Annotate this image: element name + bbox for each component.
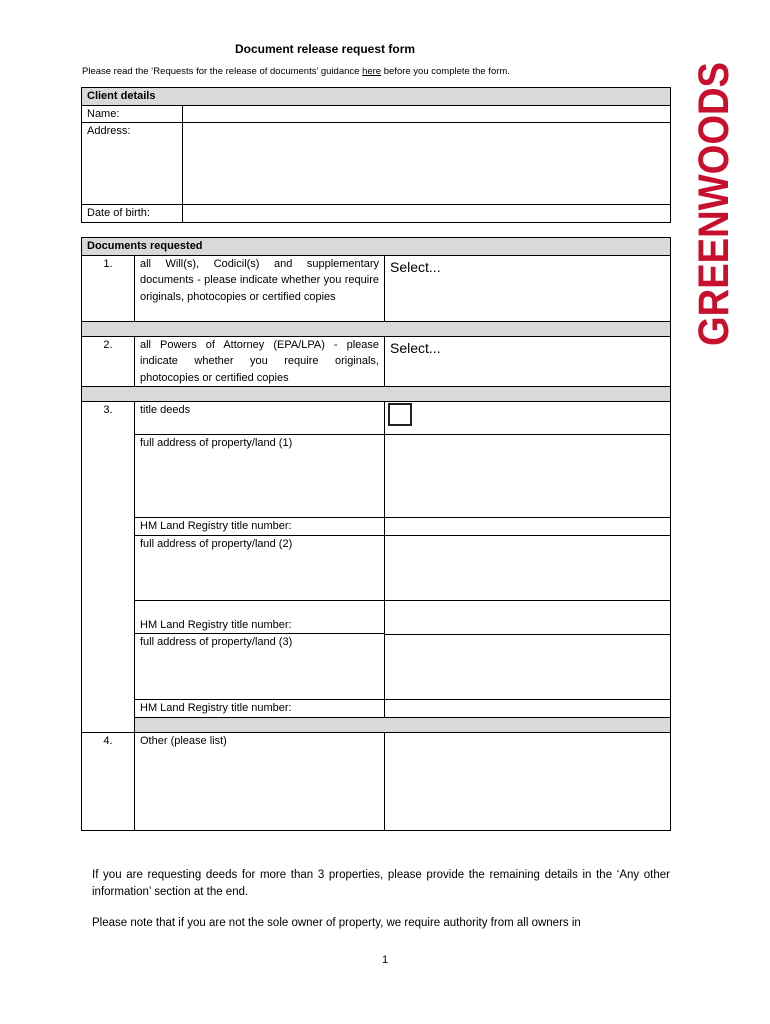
page-title: Document release request form	[234, 42, 416, 56]
item4-text: Other (please list)	[135, 732, 385, 830]
title-deeds-checkbox[interactable]	[388, 403, 412, 426]
name-field[interactable]	[183, 105, 671, 123]
client-details-heading: Client details	[82, 88, 671, 106]
client-details-table	[81, 87, 671, 223]
intro-after: before you complete the form.	[381, 66, 510, 77]
spacer	[135, 601, 385, 617]
intro-before: Please read the ‘Requests for the release of documents’ guidance	[82, 66, 363, 77]
property-address-1-label: full address of property/land (1)	[135, 435, 385, 518]
title-number-2-field[interactable]	[385, 617, 670, 635]
property-address-2-field[interactable]	[385, 518, 671, 601]
dob-label: Date of birth:	[82, 205, 183, 223]
address-field[interactable]	[183, 123, 671, 205]
note-extra-properties: If you are requesting deeds for more than 3 properties, please provide the remaining details in the ‘Any other information’ section at the end.	[92, 869, 670, 898]
separator-row	[82, 387, 671, 402]
intro-text	[82, 66, 510, 77]
title-number-1-label: HM Land Registry title number:	[140, 520, 292, 532]
property-address-3-label: full address of property/land (3)	[135, 633, 384, 651]
greenwoods-logo	[690, 25, 738, 348]
item1-select[interactable]: Select...	[385, 255, 671, 321]
item3-number: 3.	[82, 402, 135, 733]
other-list-field[interactable]	[385, 732, 671, 830]
title-deeds-label: title deeds	[135, 402, 385, 435]
spacer	[385, 601, 671, 617]
item4-number: 4.	[82, 732, 135, 830]
title-number-1-and-address-2	[135, 518, 385, 601]
title-number-3-field[interactable]	[385, 700, 671, 718]
title-number-1-field[interactable]	[385, 518, 670, 536]
title-deeds-cell	[385, 402, 671, 435]
note-sole-owner: Please note that if you are not the sole owner of property, we require authority from all owners in	[92, 917, 581, 929]
guidance-link[interactable]: here	[362, 66, 382, 77]
item1-number: 1.	[82, 255, 135, 321]
property-address-2-label: full address of property/land (2)	[135, 535, 384, 553]
documents-table	[81, 237, 671, 831]
page-number: 1	[381, 954, 389, 966]
item1-text: all Will(s), Codicil(s) and supplementary documents - please indicate whether you require originals, photocopies or certified copies	[135, 255, 385, 321]
documents-heading: Documents requested	[82, 238, 671, 256]
item2-select[interactable]: Select...	[385, 336, 671, 387]
title-number-3-label: HM Land Registry title number:	[135, 700, 385, 718]
item2-text: all Powers of Attorney (EPA/LPA) - please indicate whether you require originals, photocopies or certified copies	[135, 336, 385, 387]
separator-row	[82, 321, 671, 336]
svg-text:GREENWOODS: GREENWOODS	[690, 25, 738, 346]
title-number-2-and-address-3	[135, 617, 385, 700]
property-address-1-field[interactable]	[385, 435, 671, 518]
name-label: Name:	[82, 105, 183, 123]
property-address-3-field[interactable]	[385, 617, 671, 700]
item2-number: 2.	[82, 336, 135, 387]
dob-field[interactable]	[183, 205, 671, 223]
separator-row	[135, 717, 671, 732]
address-label: Address:	[82, 123, 183, 205]
title-number-2-label: HM Land Registry title number:	[140, 618, 292, 631]
